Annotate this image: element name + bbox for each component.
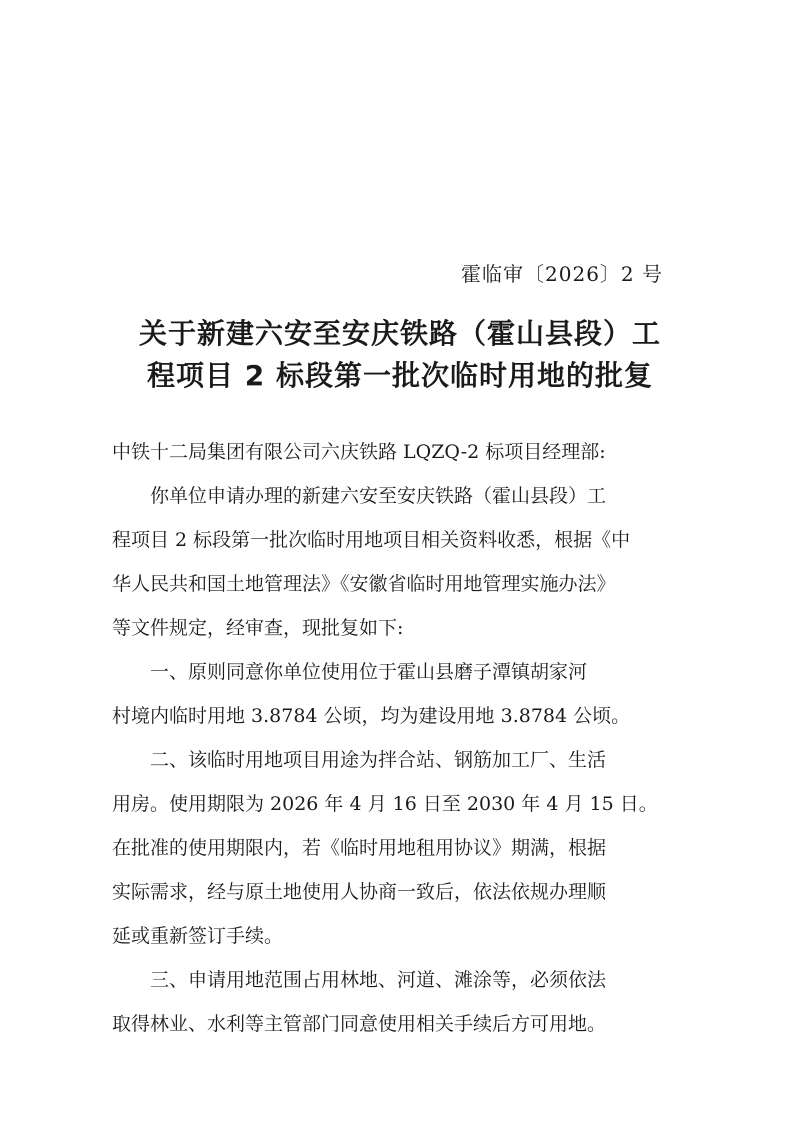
paragraph-line: 延或重新签订手续。 [112, 925, 284, 947]
paragraph-item-3 [112, 958, 672, 1046]
paragraph-line: 等文件规定，经审查，现批复如下: [112, 617, 404, 639]
paragraph-line: 程项目 2 标段第一批次临时用地项目相关资料收悉，根据《中 [112, 529, 631, 551]
document-title [110, 313, 690, 397]
paragraph-line: 在批准的使用期限内，若《临时用地租用协议》期满，根据 [112, 837, 607, 859]
paragraph-line: 取得林业、水利等主管部门同意使用相关手续后方可用地。 [112, 1013, 607, 1035]
paragraph-line: 一、原则同意你单位使用位于霍山县磨子潭镇胡家河 [150, 661, 588, 683]
title-line: 程项目 2 标段第一批次临时用地的批复 [147, 359, 653, 392]
document-body [112, 430, 672, 1046]
paragraph-line: 三、申请用地范围占用林地、河道、滩涂等，必须依法 [150, 969, 607, 991]
paragraph-line: 实际需求，经与原土地使用人协商一致后，依法依规办理顺 [112, 881, 607, 903]
paragraph-line: 你单位申请办理的新建六安至安庆铁路（霍山县段）工 [150, 485, 607, 507]
paragraph-item-2 [112, 738, 672, 958]
paragraph-intro [112, 474, 672, 650]
title-line: 关于新建六安至安庆铁路（霍山县段）工 [138, 317, 661, 350]
addressee: 中铁十二局集团有限公司六庆铁路 LQZQ-2 标项目经理部: [112, 441, 606, 463]
document-number: 霍临审〔2026〕2 号 [461, 262, 663, 286]
paragraph-item-1 [112, 650, 672, 738]
paragraph-line: 二、该临时用地项目用途为拌合站、钢筋加工厂、生活 [150, 749, 607, 771]
paragraph-line: 华人民共和国土地管理法》《安徽省临时用地管理实施办法》 [112, 573, 616, 595]
paragraph-line: 用房。使用期限为 2026 年 4 月 16 日至 2030 年 4 月 15 日。 [112, 793, 658, 815]
paragraph-line: 村境内临时用地 3.8784 公顷，均为建设用地 3.8784 公顷。 [112, 705, 631, 727]
